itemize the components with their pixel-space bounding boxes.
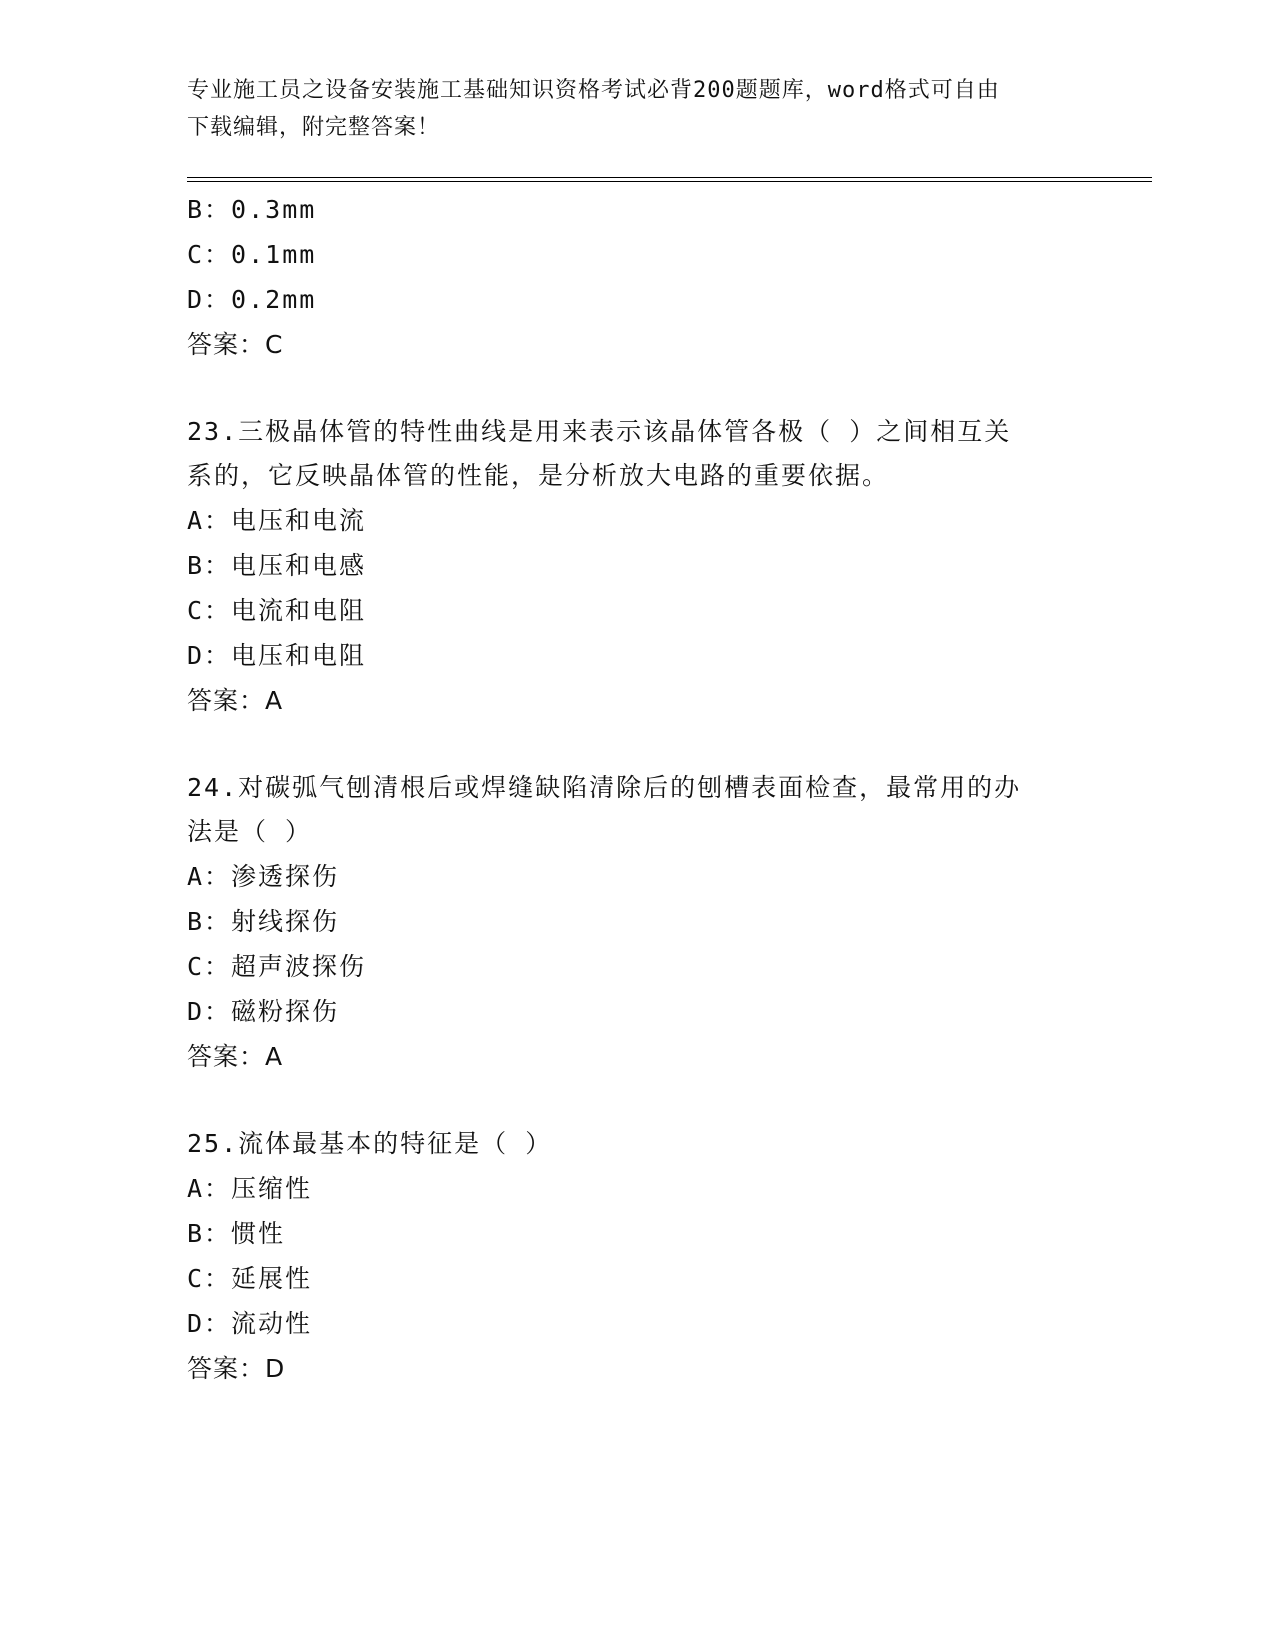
q24-option-b: B：射线探伤 [187, 907, 340, 936]
header-divider [187, 177, 1152, 182]
prev-option-d: D：0.2mm [187, 285, 317, 314]
prev-answer: 答案：C [187, 330, 284, 359]
q24-text-line-2: 法是（ ） [187, 817, 313, 846]
q25-answer: 答案：D [187, 1354, 286, 1383]
q24-text-line-1: 24.对碳弧气刨清根后或焊缝缺陷清除后的刨槽表面检查，最常用的办 [187, 773, 1022, 802]
header-line-1: 专业施工员之设备安装施工基础知识资格考试必背200题题库，word格式可自由 [187, 78, 1000, 103]
q25-text-line-1: 25.流体最基本的特征是（ ） [187, 1129, 553, 1158]
q24-option-c: C：超声波探伤 [187, 952, 367, 981]
q23-option-b: B：电压和电感 [187, 551, 367, 580]
q24-answer: 答案：A [187, 1042, 284, 1071]
q23-option-a: A：电压和电流 [187, 506, 367, 535]
q23-answer: 答案：A [187, 686, 284, 715]
q24-option-d: D：磁粉探伤 [187, 997, 340, 1026]
prev-option-b: B：0.3mm [187, 195, 317, 224]
prev-option-c: C：0.1mm [187, 240, 317, 269]
q25-option-c: C：延展性 [187, 1264, 313, 1293]
header-line-2: 下载编辑，附完整答案！ [187, 115, 441, 140]
q25-option-d: D：流动性 [187, 1309, 313, 1338]
document-header [187, 72, 1067, 146]
q24-option-a: A：渗透探伤 [187, 862, 340, 891]
q23-text-line-1: 23.三极晶体管的特性曲线是用来表示该晶体管各极（ ）之间相互关 [187, 417, 1012, 446]
q25-option-b: B：惯性 [187, 1219, 286, 1248]
q25-option-a: A：压缩性 [187, 1174, 313, 1203]
q23-option-c: C：电流和电阻 [187, 596, 367, 625]
q23-text-line-2: 系的，它反映晶体管的性能，是分析放大电路的重要依据。 [187, 461, 890, 490]
q23-option-d: D：电压和电阻 [187, 641, 367, 670]
